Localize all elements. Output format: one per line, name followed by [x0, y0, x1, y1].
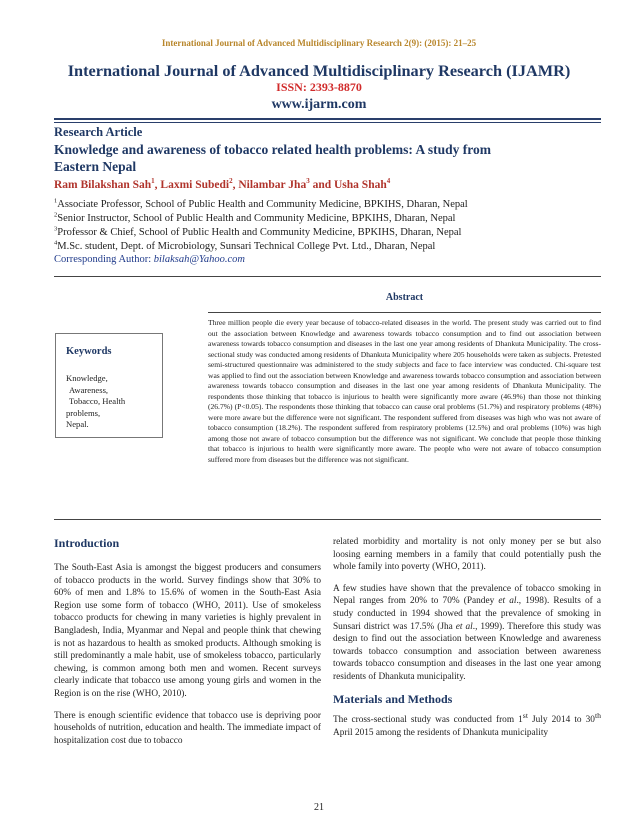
article-type: Research Article	[54, 125, 143, 139]
journal-website[interactable]: www.ijarm.com	[271, 97, 367, 112]
text-run: A few studies have shown that the prevalence of tobacco smoking in Nepal ranges from 20% to 70% (Pandey	[333, 583, 601, 607]
affiliation-sup: 4	[54, 239, 58, 247]
author-separator: ,	[232, 179, 239, 191]
keyword-item: Awareness,	[69, 384, 109, 395]
article-title: Knowledge and awareness of tobacco related health problems: A study from Eastern Nepal	[54, 142, 492, 174]
running-head: International Journal of Advanced Multidisciplinary Research 2(9): (2015): 21–25	[161, 38, 477, 48]
keyword-item: Knowledge,	[66, 373, 108, 383]
journal-issn: ISSN: 2393-8870	[276, 80, 362, 94]
author-name: Laxmi Subedi	[160, 179, 230, 191]
affiliation-sup: 1	[54, 197, 58, 205]
keyword-item: problems,	[66, 407, 101, 418]
abstract-bottom-divider	[54, 519, 601, 520]
affiliation-1	[54, 199, 468, 210]
etal-italic: et al	[498, 596, 517, 607]
affiliation-sup: 2	[54, 211, 58, 219]
affiliation-sup: 3	[54, 225, 58, 233]
page-number: 21	[314, 802, 324, 813]
keywords-box	[55, 333, 163, 438]
affiliation-3	[54, 227, 461, 238]
ordinal-sup: th	[594, 711, 601, 721]
text-run: ., 1998). Results of a study conducted in 1994 showed that the prevalence of smoking in Sunsari district was 17.5% (Jha	[333, 596, 601, 632]
author-sup: 4	[386, 177, 391, 186]
author-sup: 1	[151, 177, 155, 186]
author-list	[54, 179, 390, 191]
affiliation-text: Professor & Chief, School of Public Health and Community Medicine, BPKIHS, Dharan, Nepal	[57, 227, 462, 238]
intro-paragraph-1: The South-East Asia is amongst the biggest producers and consumers of tobacco products in the world. Survey findings show that 30% to 60% of men and 1.8% to 15.6% of women in the South-East Asia Region use some form of tobacco (WHO, 2011). Use of smokeless tobacco products for chewing in many varieties is highly prevalent in Bangladesh, India, Myanmar and Nepal and people think that chewing is not as hazardous to health as smoked products. Although smoking is still predominantly a male habit, use of smokeless tobacco, particularly chewing, is common among both men and women. Recent surveys clearly indicate that tobacco use among young girls and women in the Region is on the rise (WHO, 2010).	[54, 563, 321, 699]
author-sup: 2	[229, 177, 233, 186]
affiliation-text: Senior Instructor, School of Public Health and Community Medicine, BPKIHS, Dharan, Nepal	[57, 213, 456, 224]
introduction-heading: Introduction	[54, 536, 120, 550]
affiliation-text: M.Sc. student, Dept. of Microbiology, Sunsari Technical College Pvt. Ltd., Dharan, Nepal	[57, 241, 436, 252]
intro-paragraph-3: related morbidity and mortality is not only money per se but also loosing earning members in a family that could potentially push the whole family into poverty (WHO, 2011).	[333, 537, 601, 573]
intro-paragraph-4	[333, 583, 601, 684]
ordinal-sup: st	[522, 711, 528, 721]
author-sup: 3	[306, 177, 310, 186]
keywords-heading: Keywords	[66, 346, 112, 357]
corresponding-author	[54, 254, 245, 265]
keywords-list	[66, 373, 161, 431]
author-separator: and	[309, 179, 334, 191]
text-run: April 2015 among the residents of Dhankuta municipality	[333, 727, 549, 738]
corresponding-email[interactable]: bilaksah@Yahoo.com	[153, 254, 245, 265]
author-separator: ,	[154, 179, 161, 191]
journal-title: International Journal of Advanced Multidisciplinary Research (IJAMR)	[67, 61, 571, 80]
author-name: Nilambar Jha	[238, 179, 307, 191]
column-right	[333, 536, 601, 748]
methods-heading: Materials and Methods	[333, 691, 453, 706]
abstract-heading: Abstract	[385, 292, 424, 303]
affiliation-4	[54, 241, 435, 252]
keyword-item: Nepal.	[66, 419, 89, 429]
column-left	[54, 562, 321, 756]
header-divider	[54, 118, 601, 123]
abstract-text: Three million people die every year because of tobacco-related diseases in the world. The present study was carried out to find out the association between Knowledge and awareness towards tobacco consumption and to find out association between awareness towards tobacco consumption and diseases in the last one year among residents of Dhankuta Municipality. The cross-sectional study was conducted among residents of Dhankuta Municipality where 205 households were taken as subjects. Pretested semi-structured questionnaire was administered to the study subjects and face to face interview was conducted. Chi-square test was applied to find out the association between Knowledge and awareness towards tobacco consumption and association between awareness towards tobacco consumption and diseases in the last one year among residents of Dhankuta Municipality. The respondents those thinking that tobacco is injurious to health were significantly more aware (46.9%) than those not thinking (26.7%) (P<0.05). The respondents those thinking that tobacco can cause oral problems (51.7%) and respiratory problems (48%) were more aware but the difference were not significant. The respondent suffered from diseases was high who was not aware of tobacco consumption (18.2%). The respondent suffered from respiratory problems (12.5%) and oral problems (10%) was high among those not aware of tobacco consumption but the difference was not significant. We conclude that people those thinking that tobacco is injurious to health were significantly more aware. The people who were not aware of tobacco consumption suffered more from diseases but the difference was not significant.	[208, 318, 601, 464]
affiliation-2	[54, 213, 455, 224]
abstract-divider	[208, 312, 601, 313]
author-name: Ram Bilakshan Sah	[54, 179, 152, 191]
text-run: July 2014 to 30	[527, 715, 595, 726]
corresponding-label: Corresponding Author:	[54, 254, 154, 265]
methods-paragraph-1	[333, 711, 601, 739]
text-run: The cross-sectional study was conducted from 1	[333, 715, 523, 726]
affiliation-divider	[54, 276, 601, 277]
text-run: ., 1999). Therefore this study was design to find out the association between Knowledge and awareness towards tobacco consumption and association between awareness towards tobacco consumption and diseases in the last one year among residents of Dhankuta municipality.	[333, 621, 602, 682]
author-name: Usha Shah	[334, 179, 387, 191]
keyword-item: Tobacco, Health	[69, 396, 126, 406]
intro-paragraph-2: There is enough scientific evidence that tobacco use is depriving poor households of nutrition, education and health. The immediate impact of hospitalization cost due to tobacco	[54, 710, 321, 746]
affiliation-text: Associate Professor, School of Public Health and Community Medicine, BPKIHS, Dharan, Nepal	[57, 199, 468, 210]
etal-italic: et al	[455, 621, 473, 632]
